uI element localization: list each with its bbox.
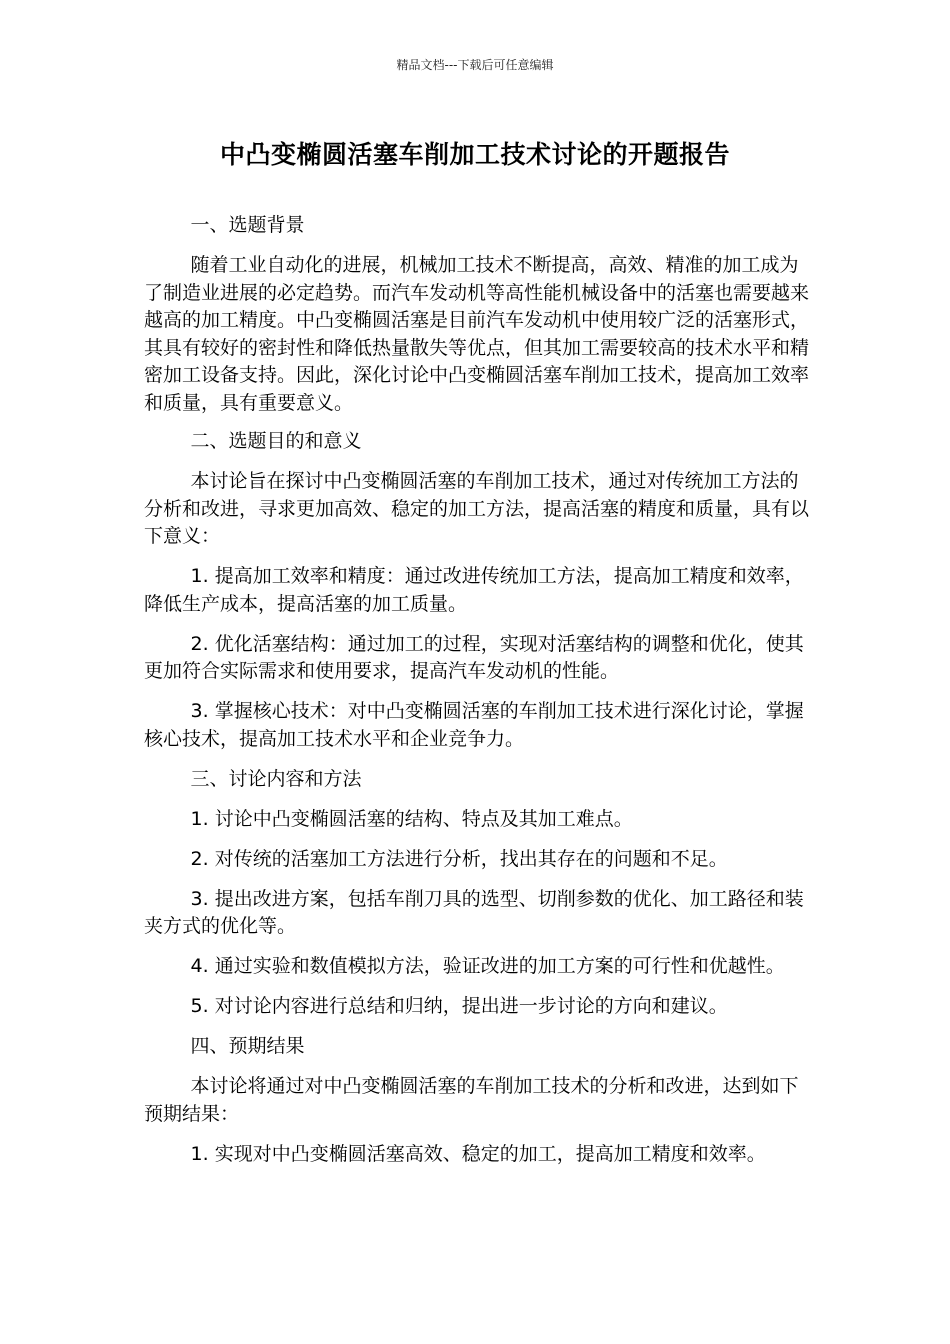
section-heading-purpose: 二、选题目的和意义 [190,430,362,452]
list-item-content-4: 4. 通过实验和数值模拟方法，验证改进的加工方案的可行性和优越性。 [190,955,785,977]
section-heading-background: 一、选题背景 [190,214,305,236]
document-body [144,212,814,1168]
page-header: 精品文档---下载后可任意编辑 [396,58,554,72]
document-title: 中凸变椭圆活塞车削加工技术讨论的开题报告 [219,140,730,169]
list-item-content-2: 2. 对传统的活塞加工方法进行分析，找出其存在的问题和不足。 [190,847,728,870]
paragraph-expected-results: 本讨论将通过对中凸变椭圆活塞的车削加工技术的分析和改进，达到如下预期结果： [144,1075,799,1125]
section-heading-content-method: 三、讨论内容和方法 [190,767,362,790]
list-item-purpose-1: 1. 提高加工效率和精度：通过改进传统加工方法，提高加工精度和效率，降低生产成本，提高活塞的加工质量。 [144,565,804,615]
list-item-purpose-2: 2. 优化活塞结构：通过加工的过程，实现对活塞结构的调整和优化，使其更加符合实际需求和使用要求，提高汽车发动机的性能。 [144,632,804,682]
list-item-content-1: 1. 讨论中凸变椭圆活塞的结构、特点及其加工难点。 [190,807,633,830]
list-item-content-5: 5. 对讨论内容进行总结和归纳，提出进一步讨论的方向和建议。 [190,995,728,1017]
list-item-results-1: 1. 实现对中凸变椭圆活塞高效、稳定的加工，提高加工精度和效率。 [190,1142,766,1165]
list-item-purpose-3: 3. 掌握核心技术：对中凸变椭圆活塞的车削加工技术进行深化讨论，掌握核心技术，提高加工技术水平和企业竞争力。 [144,700,804,750]
section-heading-expected-results: 四、预期结果 [190,1035,305,1057]
list-item-content-3: 3. 提出改进方案，包括车削刀具的选型、切削参数的优化、加工路径和装夹方式的优化等。 [144,887,804,937]
paragraph-background: 随着工业自动化的进展，机械加工技术不断提高，高效、精准的加工成为了制造业进展的必定趋势。而汽车发动机等高性能机械设备中的活塞也需要越来越高的加工精度。中凸变椭圆活塞是目前汽车发动机中使用较广泛的活塞形式，其具有较好的密封性和降低热量散失等优点，但其加工需要较高的技术水平和精密加工设备支持。因此，深化讨论中凸变椭圆活塞车削加工技术，提高加工效率和质量，具有重要意义。 [144,254,810,414]
paragraph-purpose: 本讨论旨在探讨中凸变椭圆活塞的车削加工技术，通过对传统加工方法的分析和改进，寻求更加高效、稳定的加工方法，提高活塞的精度和质量，具有以下意义： [144,470,810,547]
